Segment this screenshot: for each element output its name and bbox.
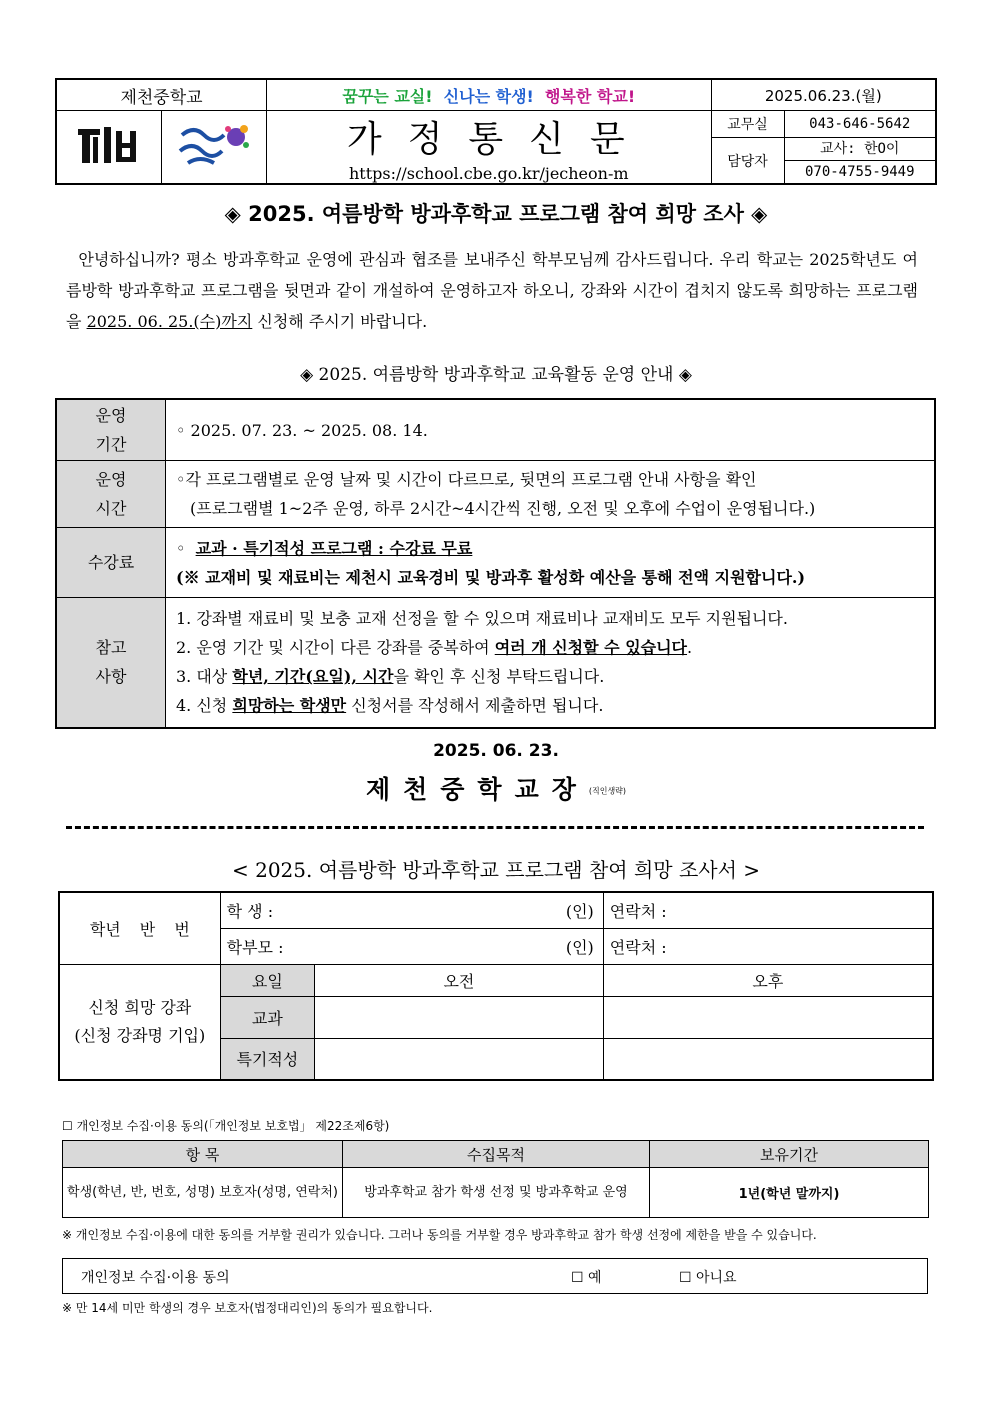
course-label-cell [59, 964, 220, 1080]
fee-label: 수강료 [56, 528, 166, 598]
school-logo-icon [78, 123, 140, 167]
period-value: ◦ 2025. 07. 23. ~ 2025. 08. 14. [166, 399, 936, 461]
student-sign-mark: (인) [565, 901, 594, 921]
intro-text-end: 신청해 주시기 바랍니다. [257, 312, 428, 331]
note-4 [176, 691, 924, 720]
note-4-emphasis: 희망하는 학생만 [232, 696, 347, 716]
privacy-col-purpose: 수집목적 [343, 1141, 650, 1168]
course-sublabel: (신청 강좌명 기입) [74, 1025, 206, 1045]
period-label: 운영 기간 [56, 399, 166, 461]
day-label: 요일 [220, 964, 314, 996]
note-4-end: 신청서를 작성해서 제출하면 됩니다. [351, 696, 604, 716]
parent-field[interactable] [220, 928, 603, 964]
consent-label: 개인정보 수집·이용 동의 [81, 1270, 230, 1286]
special-label: 특기적성 [220, 1038, 314, 1080]
operation-section-title: ◈ 2025. 여름방학 방과후학교 교육활동 운영 안내 ◈ [300, 365, 692, 385]
time-line-1: ◦각 프로그램별로 운영 날짜 및 시간이 다르므로, 뒷면의 프로그램 안내 사항을 확인 [176, 470, 757, 489]
time-value [166, 461, 936, 528]
notes-value [166, 598, 936, 728]
form-title: < 2025. 여름방학 방과후학교 프로그램 참여 희망 조사서 > [231, 858, 761, 882]
time-label: 운영 시간 [56, 461, 166, 528]
student-field[interactable] [220, 892, 603, 928]
sign-date: 2025. 06. 23. [433, 741, 559, 761]
page-title: 가정통신문 [346, 119, 651, 160]
privacy-table [62, 1140, 929, 1218]
cut-line [66, 826, 924, 829]
privacy-period: 1년(학년 말까지) [650, 1168, 929, 1218]
subject-am-input[interactable] [315, 996, 604, 1038]
privacy-purpose: 방과후학교 참가 학생 선정 및 방과후학교 운영 [343, 1168, 650, 1218]
note-3 [176, 662, 924, 691]
slogan-part-1: 꿈꾸는 교실! [342, 86, 433, 106]
subject-label: 교과 [220, 996, 314, 1038]
principal-signature [0, 770, 992, 806]
special-am-input[interactable] [315, 1038, 604, 1080]
note-1: 1. 강좌별 재료비 및 보충 교재 선정을 할 수 있으며 재료비나 교재비도 모두 지원됩니다. [176, 609, 788, 629]
consent-box [62, 1258, 928, 1294]
office-label: 교무실 [711, 111, 784, 138]
school-name: 제천중학교 [56, 79, 267, 111]
letter-header [55, 78, 937, 185]
fee-free: 교과 · 특기적성 프로그램 : 수강료 무료 [195, 538, 473, 558]
integrity-logo [162, 111, 267, 185]
operation-table [55, 398, 936, 729]
am-header: 오전 [315, 964, 604, 996]
application-form [58, 891, 934, 1081]
consent-no-checkbox[interactable]: ☐ 아니요 [679, 1270, 737, 1286]
teacher-phone: 070-4755-9449 [804, 164, 915, 180]
parent-contact-label: 연락처 : [609, 937, 667, 957]
deadline: 2025. 06. 25.(수)까지 [86, 312, 253, 331]
note-3-text: 3. 대상 [176, 667, 228, 687]
parent-contact-field[interactable] [603, 928, 933, 964]
student-contact-field[interactable] [603, 892, 933, 928]
subject-pm-input[interactable] [603, 996, 933, 1038]
note-2 [176, 633, 924, 662]
slogan-part-2: 신나는 학생! [443, 86, 534, 106]
note-2-text: 2. 운영 기간 및 시간이 다른 강좌를 중복하여 [176, 638, 490, 658]
integrity-logo-icon [174, 121, 254, 169]
time-line-2: (프로그램별 1~2주 운영, 하루 2시간~4시간씩 진행, 오전 및 오후에 수업이 운영됩니다.) [190, 499, 816, 518]
note-3-emphasis: 학년, 기간(요일), 시간 [232, 667, 394, 687]
parent-label: 학부모 : [226, 937, 284, 957]
fee-note: (※ 교재비 및 재료비는 제천시 교육경비 및 방과후 활성화 예산을 통해 전액 지원합니다.) [176, 567, 806, 587]
privacy-heading: ☐ 개인정보 수집·이용 동의(「개인정보 보호법」 제22조제6항) [62, 1119, 390, 1133]
principal-title: 제천중학교장 [365, 775, 589, 804]
privacy-col-period: 보유기간 [650, 1141, 929, 1168]
special-pm-input[interactable] [603, 1038, 933, 1080]
note-2-emphasis: 여러 개 신청할 수 있습니다 [494, 638, 688, 658]
note-4-text: 4. 신청 [176, 696, 228, 716]
privacy-note: ※ 개인정보 수집·이용에 대한 동의를 거부할 권리가 있습니다. 그러나 동의를 거부할 경우 방과후학교 참가 학생 선정에 제한을 받을 수 있습니다. [62, 1228, 817, 1242]
parent-sign-mark: (인) [565, 937, 594, 957]
school-logo [56, 111, 162, 185]
fee-bullet: ◦ [176, 538, 186, 558]
intro-text: 안녕하십니까? 평소 방과후학교 운영에 관심과 협조를 보내주신 학부모님께 감사드립니다. 우리 학교는 2025학년도 여름방학 방과후학교 프로그램을 뒷면과 같이 개설하여 운영하고자 하오니, 강좌와 시간이 겹치지 않도록 희망하는 프로그램을 [66, 250, 918, 331]
school-url[interactable]: https://school.cbe.go.kr/jecheon-m [348, 164, 629, 183]
contact-values [784, 138, 936, 185]
issue-date: 2025.06.23.(월) [711, 79, 936, 111]
guardian-note: ※ 만 14세 미만 학생의 경우 보호자(법정대리인)의 동의가 필요합니다. [62, 1301, 433, 1315]
seal-omitted: (직인생략) [588, 786, 627, 796]
contact-label: 담당자 [711, 138, 784, 185]
student-contact-label: 연락처 : [609, 901, 667, 921]
consent-yes-checkbox[interactable]: ☐ 예 [571, 1270, 602, 1286]
student-label: 학 생 : [226, 901, 274, 921]
privacy-col-item: 항 목 [63, 1141, 343, 1168]
note-3-end: 을 확인 후 신청 부탁드립니다. [393, 667, 605, 687]
slogan [267, 79, 712, 111]
privacy-item: 학생(학년, 반, 번호, 성명) 보호자(성명, 연락처) [63, 1168, 343, 1218]
intro-paragraph [66, 244, 918, 337]
course-label: 신청 희망 강좌 [88, 997, 192, 1017]
pm-header: 오후 [603, 964, 933, 996]
note-2-end: . [687, 638, 693, 658]
teacher-name: 교사: 한O이 [785, 138, 935, 161]
survey-headline: ◈ 2025. 여름방학 방과후학교 프로그램 참여 희망 조사 ◈ [224, 202, 768, 226]
slogan-part-3: 행복한 학교! [544, 86, 636, 106]
title-cell [267, 111, 712, 185]
fee-value [166, 528, 936, 598]
notes-label: 참고 사항 [56, 598, 166, 728]
office-phone: 043-646-5642 [784, 111, 936, 138]
class-label: 학년 반 번 [59, 892, 220, 964]
